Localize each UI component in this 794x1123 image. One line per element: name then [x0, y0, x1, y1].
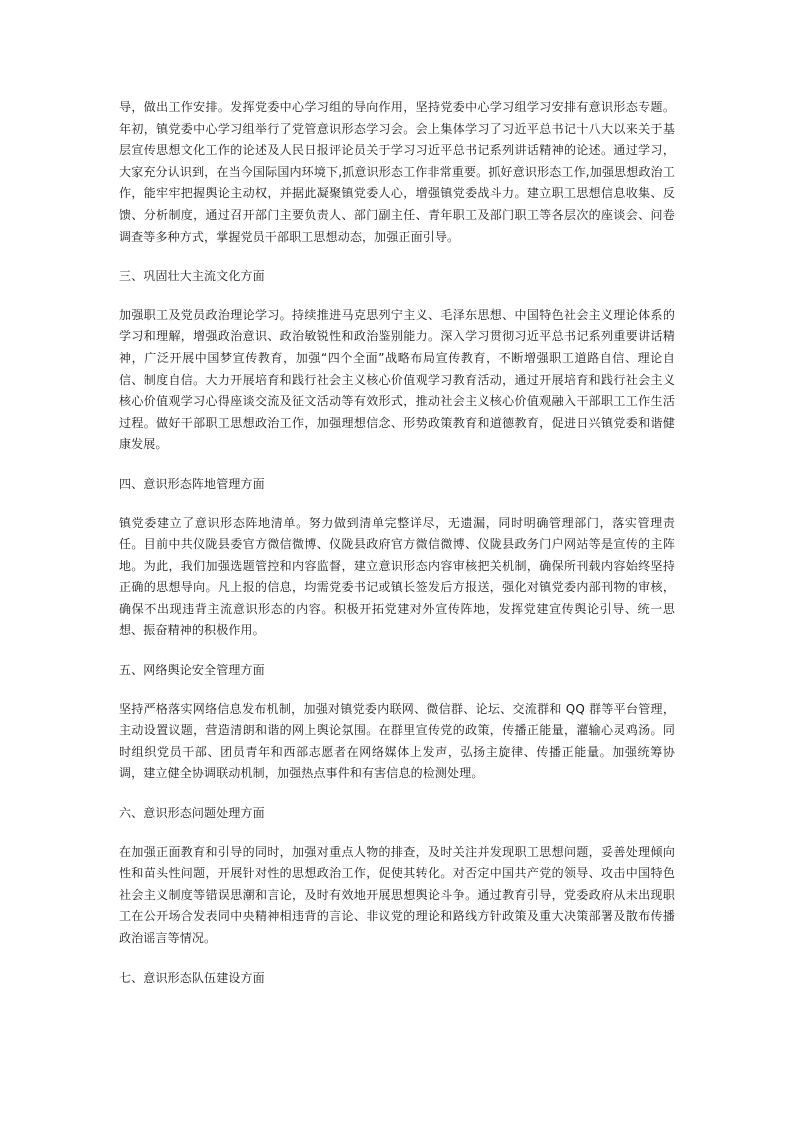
heading-problem-handling: 六、意识形态问题处理方面 [119, 806, 265, 821]
paragraph-position-list: 镇党委建立了意识形态阵地清单。努力做到清单完整详尽，无遗漏，同时明确管理部门，落实管理责任。目前中共仪陇县委官方微信微博、仪陇县政府官方微信微博、仪陇县政务门户网站等是宣传的主阵地。为此，我们加强选题管控和内容监督，建立意识形态内容审核把关机制，确保所刊载内容始终坚持正确的思想导向。凡上报的信息，均需党委书记或镇长签发后方报送，强化对镇党委内部刊物的审核，确保不出现违背主流意识形态的内容。积极开拓党建对外宣传阵地，发挥党建宣传舆论引导、统一思想、振奋精神的积极作用。 [119, 515, 675, 638]
paragraph-problem-handling: 在加强正面教育和引导的同时，加强对重点人物的排查，及时关注并发现职工思想问题，妥善处理倾向性和苗头性问题，开展针对性的思想政治工作，促使其转化。对否定中国共产党的领导、攻击中国特色社会主义制度等错误思潮和言论，及时有效地开展思想舆论斗争。通过教育引导，党委政府从未出现职工在公开场合发表同中央精神相违背的言论、非议党的理论和路线方针政策及重大决策部署及散布传播政治谣言等情况。 [119, 844, 675, 945]
document-page [119, 97, 675, 989]
paragraph-arrangement: 导，做出工作安排。发挥党委中心学习组的导向作用，坚持党委中心学习组学习安排有意识形态专题。年初，镇党委中心学习组举行了党管意识形态学习会。会上集体学习了习近平总书记十八大以来关于基层宣传思想文化工作的论述及人民日报评论员关于学习习近平总书记系列讲话精神的论述。通过学习，大家充分认识到，在当今国际国内环境下,抓意识形态工作非常重要。抓好意识形态工作,加强思想政治工作，能牢牢把握舆论主动权，并据此凝聚镇党委人心，增强镇党委战斗力。建立职工思想信息收集、反馈、分析制度，通过召开部门主要负责人、部门副主任、青年职工及部门职工等各层次的座谈会、问卷调查等多种方式，掌握党员干部职工思想动态，加强正面引导。 [119, 100, 675, 244]
paragraph-theory-study: 加强职工及党员政治理论学习。持续推进马克思列宁主义、毛泽东思想、中国特色社会主义理论体系的学习和理解，增强政治意识、政治敏锐性和政治鉴别能力。深入学习贯彻习近平总书记系列重要讲话精神，广泛开展中国梦宣传教育，加强“四个全面”战略布局宣传教育，不断增强职工道路自信、理论自信、制度自信。大力开展培育和践行社会主义核心价值观学习教育活动，通过开展培育和践行社会主义核心价值观学习心得座谈交流及征文活动等有效形式，推动社会主义核心价值观融入干部职工工作生活过程。做好干部职工思想政治工作，加强理想信念、形势政策教育和道德教育，促进日兴镇党委和谐健康发展。 [119, 307, 675, 452]
heading-position-management: 四、意识形态阵地管理方面 [119, 476, 265, 491]
paragraph-network-mechanism: 坚持严格落实网络信息发布机制，加强对镇党委内联网、微信群、论坛、交流群和 QQ 群等平台管理，主动设置议题，营造清朗和谐的网上舆论氛围。在群里宣传党的政策，传播正能量，灌输心灵鸡汤。同时组织党员干部、团员青年和西部志愿者在网络媒体上发声，弘扬主旋律、传播正能量。加强统筹协调，建立健全协调联动机制，加强热点事件和有害信息的检测处理。 [119, 701, 675, 781]
heading-network-opinion: 五、网络舆论安全管理方面 [119, 663, 265, 678]
heading-team-building: 七、意识形态队伍建设方面 [119, 970, 265, 985]
heading-mainstream-culture: 三、巩固壮大主流文化方面 [119, 269, 265, 284]
